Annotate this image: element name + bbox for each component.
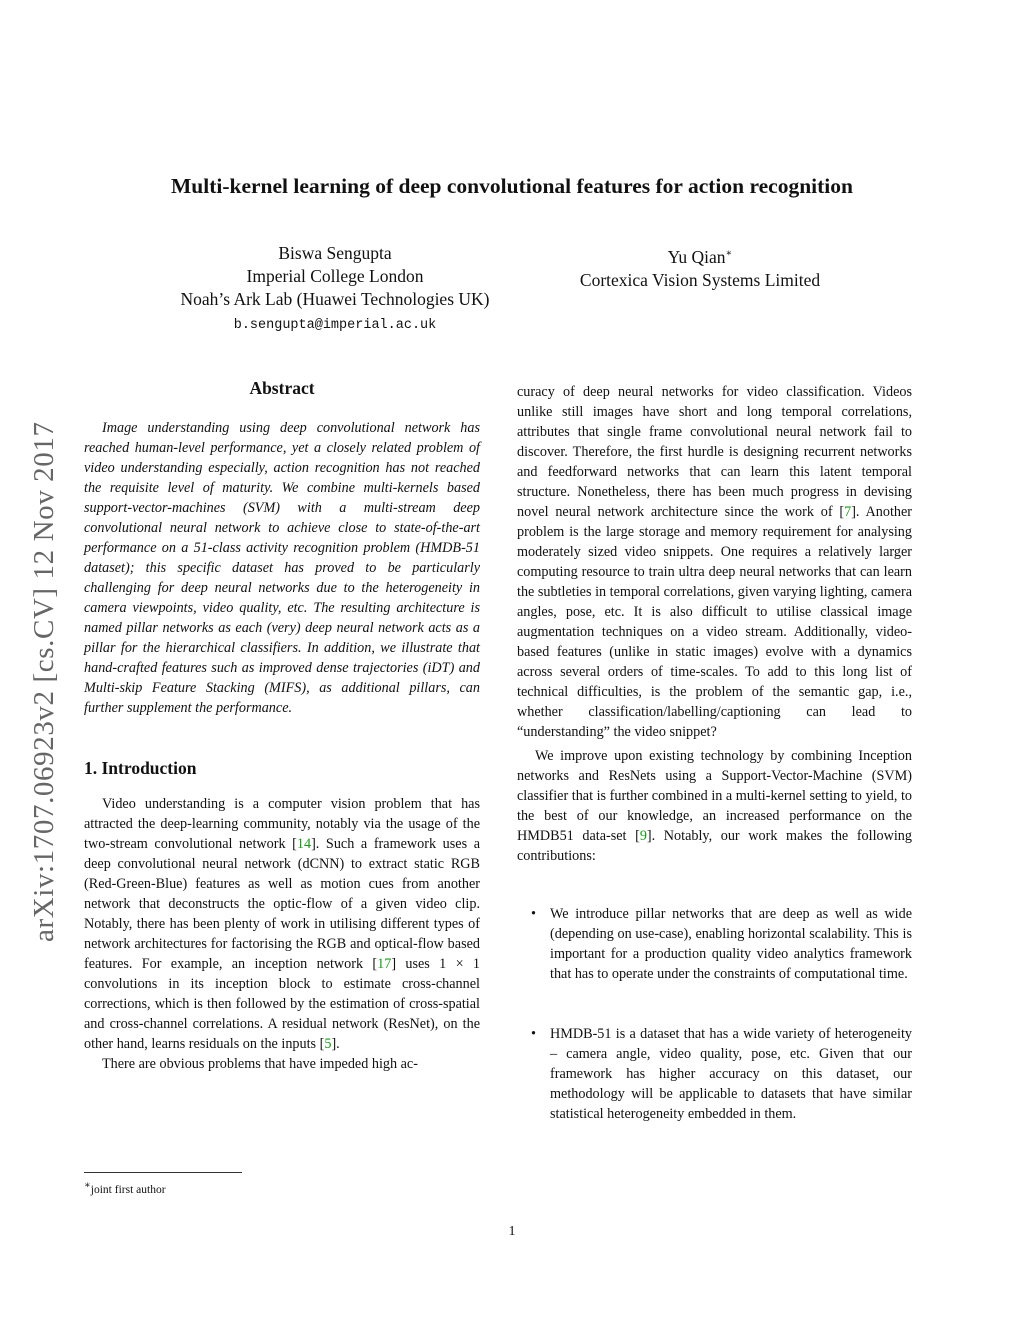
list-item [517, 904, 912, 984]
abstract-text: Image understanding using deep convolutional network has reached human-level performance, yet a closely related problem of video understanding especially, action recognition has not reached the requisite level of maturity. We combine multi-kernels based support-vector-machines (SVM) with a multi-stream deep convolutional neural network to achieve close to state-of-the-art performance on a 51-class activity recognition problem (HMDB-51 dataset); this specific dataset has proved to be particularly challenging for deep neural networks due to the heterogeneity in camera viewpoints, video quality, etc. The resulting architecture is named pillar networks as each (very) deep neural network acts as a pillar for the hierarchical classifiers. In addition, we illustrate that hand-crafted features such as improved dense trajectories (iDT) and Multi-skip Feature Stacking (MIFS), as additional pillars, can further supplement the performance. [84, 420, 480, 716]
right-column [517, 382, 912, 1164]
citation-link[interactable]: 17 [377, 956, 392, 972]
citation-link[interactable]: 9 [639, 828, 647, 844]
list-item-text: HMDB-51 is a dataset that has a wide variety of heterogeneity – camera angle, video quality, pose, etc. Given that our framework has higher accuracy on this dataset, our methodology will be applicable to datasets that have similar statistical heterogeneity embedded in them. [550, 1026, 912, 1122]
citation-link[interactable]: 14 [296, 836, 312, 852]
contribution-list [517, 904, 912, 1124]
author-affiliation-secondary: Noah’s Ark Lab (Huawei Technologies UK) [180, 289, 490, 309]
intro-paragraph-2-continued: curacy of deep neural networks for video classification. Videos unlike still images have short and long temporal correlations, attributes that single frame convolutional neural network fail to discover. Therefore, the first hurdle is designing recurrent networks and feedforward networks that can learn this latent temporal structure. Nonetheless, there has been much progress in devising novel neural network architecture since the work of [7]. Another problem is the large storage and memory requirement for analysing moderately sized video snippets. One requires a relatively larger computing resource to train ultra deep neural networks that can learn the subtleties in temporal correlations, given varying lighting, camera angles, pose, etc. It is also difficult to utilise classical image augmentation techniques on a video stream. Additionally, video-based features (unlike in static images) evolve with a dynamics across several orders of time-scales. To add to this long list of technical difficulties, is the problem of the semantic gap, i.e., whether classification/labelling/captioning can lead to “understanding” the video snippet? [517, 384, 912, 740]
author-affiliation: Imperial College London [246, 266, 424, 286]
citation-link[interactable]: 5 [324, 1036, 332, 1052]
author-block-2 [540, 242, 860, 292]
citation-link[interactable]: 7 [844, 504, 852, 520]
footnote-marker: ∗ [84, 1180, 91, 1191]
author-name-line [540, 242, 860, 269]
left-column [84, 378, 480, 1074]
author-email[interactable]: b.sengupta@imperial.ac.uk [233, 318, 437, 333]
intro-paragraph-1: Video understanding is a computer vision problem that has attracted the deep-learning community, notably via the usage of the two-stream convolutional network [14]. Such a framework uses a deep convolutional neural network (dCNN) to extract static RGB (Red-Green-Blue) features as well as motion cues from another network that deconstructs the optic-flow of a given video clip. Notably, there has been plenty of work in utilising different types of network architectures for factorising the RGB and optical-flow based features. For example, an inception network [17] uses 1 × 1 convolutions in its inception block to estimate cross-channel corrections, which is then followed by the estimation of cross-spatial and cross-channel correlations. A residual network (ResNet), on the other hand, learns residuals on the inputs [5]. [84, 796, 480, 1052]
footnote [84, 1178, 166, 1198]
author-affiliation: Cortexica Vision Systems Limited [579, 269, 821, 290]
paper-title: Multi-kernel learning of deep convolutional features for action recognition [171, 174, 853, 198]
author-name: Biswa Sengupta [278, 243, 392, 263]
arxiv-stamp [22, 348, 66, 942]
abstract-heading: Abstract [249, 378, 315, 398]
intro-paragraph-3: We improve upon existing technology by combining Inception networks and ResNets using a Support-Vector-Machine (SVM) classifier that is further combined in a multi-kernel setting to yield, to the best of our knowledge, an increased performance on the HMDB51 data-set [9]. Notably, our work makes the following contributions: [517, 748, 912, 864]
bullet-icon: • [531, 906, 536, 922]
arxiv-identifier: arXiv:1707.06923v2 [cs.CV] 12 Nov 2017 [28, 421, 60, 942]
footnote-rule [84, 1172, 242, 1173]
author-name: Yu Qian [667, 246, 726, 267]
section-heading-introduction: 1. Introduction [84, 758, 197, 778]
page-number: 1 [508, 1224, 516, 1239]
author-block-1 [130, 242, 540, 341]
author-footnote-marker: ∗ [725, 248, 733, 259]
footnote-text: joint first author [90, 1183, 166, 1196]
intro-paragraph-2-start: There are obvious problems that have impeded high ac- [102, 1056, 418, 1072]
list-item [517, 1024, 912, 1124]
bullet-icon: • [531, 1026, 536, 1042]
list-item-text: We introduce pillar networks that are deep as well as wide (depending on use-case), enabling horizontal scalability. This is important for a production quality video analytics framework that has to operate under the constraints of computational time. [550, 906, 912, 982]
